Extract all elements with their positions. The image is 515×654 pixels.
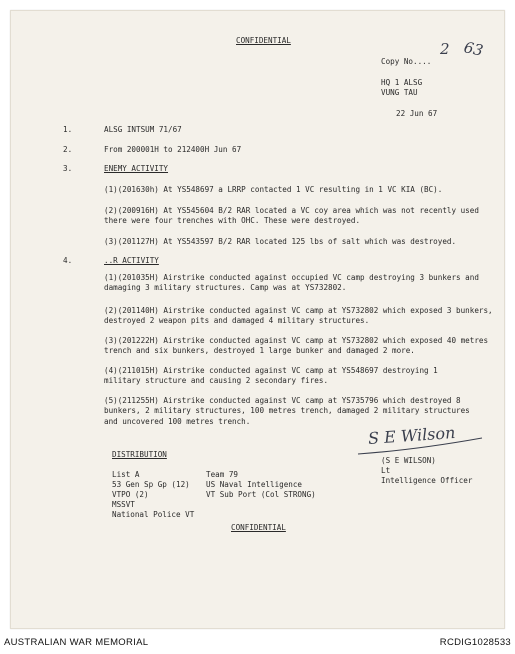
item-number-2: 2. — [63, 145, 73, 154]
signature-rank: Lt — [381, 466, 391, 475]
air-activity-entry: (2)(201140H) Airstrike conducted against VC camp at YS732802 which exposed 3 bunkers, destroyed 2 weapon pits and damaged 4 military structures. — [104, 306, 493, 326]
signature-name: (S E WILSON) — [381, 456, 436, 465]
distribution-item: VTPO (2) — [112, 490, 149, 499]
section-heading-air-activity: ..R ACTIVITY — [104, 256, 159, 265]
corner-handwritten-number: 63 — [462, 38, 485, 60]
item-number-4: 4. — [63, 256, 73, 265]
copy-number-label: Copy No.... — [381, 57, 432, 66]
distribution-item: 53 Gen Sp Gp (12) — [112, 480, 190, 489]
air-activity-entry: (4)(211015H) Airstrike conducted against VC camp at YS548697 destroying 1 military structure and causing 2 secondary fires. — [104, 366, 438, 386]
enemy-activity-entry: (3)(201127H) At YS543597 B/2 RAR located 125 lbs of salt which was destroyed. — [104, 237, 457, 246]
hq-line-1: HQ 1 ALSG — [381, 78, 423, 87]
document-date: 22 Jun 67 — [396, 109, 438, 118]
footer-classification: CONFIDENTIAL — [231, 523, 286, 532]
handwritten-signature: S E Wilson — [367, 422, 456, 449]
section-heading-enemy-activity: ENEMY ACTIVITY — [104, 164, 169, 173]
archive-record-id: RCDIG1028533 — [439, 637, 511, 648]
item-number-3: 3. — [63, 164, 73, 173]
distribution-heading: DISTRIBUTION — [112, 450, 167, 459]
item-number-1: 1. — [63, 125, 73, 134]
distribution-item: US Naval Intelligence — [206, 480, 303, 489]
header-classification: CONFIDENTIAL — [236, 36, 291, 45]
archive-credit: AUSTRALIAN WAR MEMORIAL — [4, 637, 149, 648]
air-activity-entry: (5)(211255H) Airstrike conducted against VC camp at YS735796 which destroyed 8 bunkers, 2 military structures, 100 metres trench, damaged 2 military structures and uncovered 100 metres trench. — [104, 396, 470, 426]
enemy-activity-entry: (1)(201630h) At YS548697 a LRRP contacted 1 VC resulting in 1 VC KIA (BC). — [104, 185, 443, 194]
distribution-item: MSSVT — [112, 500, 135, 509]
item-text-2: From 200001H to 212400H Jun 67 — [104, 145, 242, 154]
air-activity-entry: (1)(201035H) Airstrike conducted against occupied VC camp destroying 3 bunkers and damaging 3 military structures. Camp was at YS732802. — [104, 273, 479, 293]
distribution-item: Team 79 — [206, 470, 239, 479]
distribution-item: VT Sub Port (Col STRONG) — [206, 490, 316, 499]
hq-line-2: VUNG TAU — [381, 88, 418, 97]
enemy-activity-entry: (2)(200916H) At YS545604 B/2 RAR located a VC coy area which was not recently used there were four trenches with OHC. These were destroyed. — [104, 206, 479, 226]
air-activity-entry: (3)(201222H) Airstrike conducted against VC camp at YS732802 which exposed 40 metres trench and six bunkers, destroyed 1 large bunker and damaged 2 more. — [104, 336, 489, 356]
distribution-item: List A — [112, 470, 140, 479]
distribution-item: National Police VT — [112, 510, 195, 519]
copy-number-handwritten: 2 — [440, 40, 450, 58]
signature-title: Intelligence Officer — [381, 476, 473, 485]
item-text-1: ALSG INTSUM 71/67 — [104, 125, 182, 134]
